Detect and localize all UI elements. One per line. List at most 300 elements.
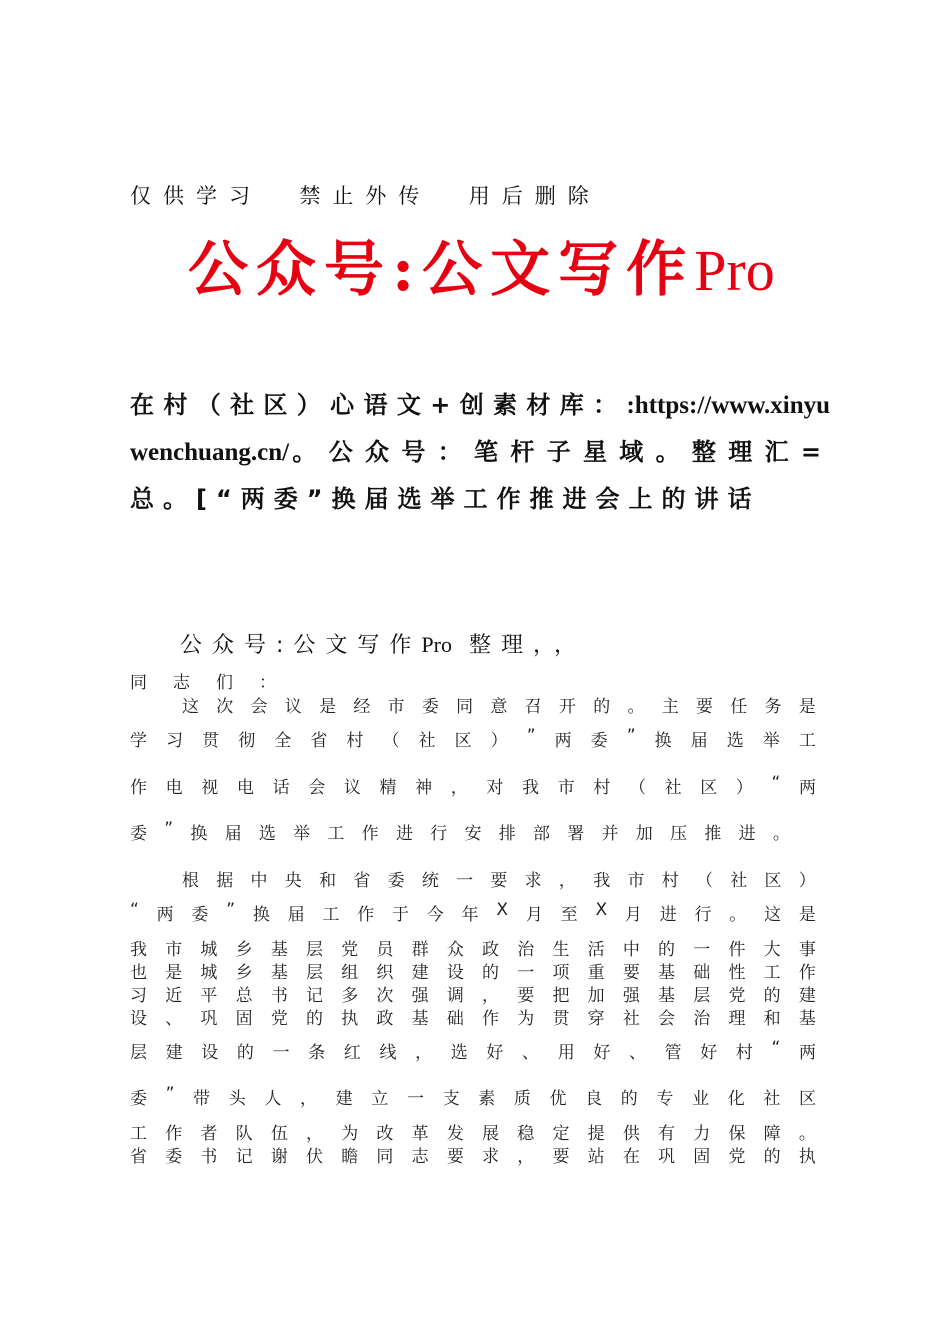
headline-url: :https://www.xinyuwenchuang.cn/	[130, 392, 830, 466]
body-char: 生	[552, 940, 570, 960]
body-line	[130, 1142, 816, 1167]
body-char: 月	[525, 905, 543, 925]
body-char: 众	[446, 940, 464, 960]
body-char: 组	[341, 963, 359, 983]
body-char: 彻	[238, 731, 256, 751]
source-line-latin: Pro	[421, 632, 452, 657]
body-char: 要	[622, 963, 640, 983]
body-char: 选	[258, 824, 276, 844]
body-char: 管	[664, 1043, 682, 1063]
body-char: ，	[482, 986, 500, 1006]
body-char: 求	[524, 871, 542, 891]
body-char: 基	[798, 1009, 816, 1029]
body-char: 近	[165, 986, 183, 1006]
body-char: 用	[557, 1043, 575, 1063]
body-char: 提	[587, 1124, 605, 1144]
body-char: 委	[191, 905, 209, 925]
body-char: 社	[730, 871, 748, 891]
body-char: 委	[165, 1147, 183, 1167]
body-char: 届	[690, 731, 708, 751]
body-line	[130, 1084, 816, 1109]
body-char: 巩	[658, 1147, 676, 1167]
body-char: 质	[513, 1089, 531, 1109]
body-char: 城	[200, 940, 218, 960]
body-char: 志	[173, 673, 190, 693]
body-char: 换	[654, 731, 672, 751]
body-char: 届	[224, 824, 242, 844]
body-char: 月	[624, 905, 642, 925]
body-char: 央	[284, 871, 302, 891]
body-char: 区	[764, 871, 782, 891]
body-char: 开	[558, 697, 576, 717]
body-char: 省	[310, 731, 328, 751]
body-char: 加	[587, 986, 605, 1006]
body-char: 基	[411, 1009, 429, 1029]
body-char: 是	[165, 963, 183, 983]
body-char: 的	[306, 1009, 324, 1029]
body-char: 要	[490, 871, 508, 891]
body-char: ）	[735, 778, 753, 798]
body-char: 我	[593, 871, 611, 891]
body-char: 伍	[270, 1124, 288, 1144]
body-char: ，	[558, 871, 576, 891]
body-char: 精	[379, 778, 397, 798]
document-headline	[130, 382, 830, 522]
body-char: 红	[343, 1043, 361, 1063]
body-char: 瞻	[341, 1147, 359, 1167]
body-char: 要	[695, 697, 713, 717]
headline-part-2: 。公众号：笔杆子星域。整理汇=总。[“两委”换届选举工作推进会上的讲话	[130, 438, 830, 513]
body-char: 乡	[235, 963, 253, 983]
body-char: 次	[376, 986, 394, 1006]
body-char: 市	[627, 871, 645, 891]
body-line	[130, 935, 816, 960]
body-char: 对	[486, 778, 504, 798]
body-char: 员	[376, 940, 394, 960]
body-char: 基	[270, 940, 288, 960]
body-char: 话	[272, 778, 290, 798]
body-char: 加	[635, 824, 653, 844]
body-char: 市	[557, 778, 575, 798]
body-char: 础	[693, 963, 711, 983]
body-char: 同	[130, 673, 147, 693]
body-char: 层	[693, 986, 711, 1006]
body-char: 志	[411, 1147, 429, 1167]
body-char: 展	[482, 1124, 500, 1144]
body-char: 稳	[517, 1124, 535, 1144]
body-char: 我	[522, 778, 540, 798]
source-line-prefix: 公众号:公文写作	[180, 633, 422, 658]
body-char: 两	[156, 905, 174, 925]
body-char: 作	[165, 1124, 183, 1144]
body-char: 学	[130, 731, 147, 751]
body-char: 务	[764, 697, 782, 717]
body-char: 省	[130, 1147, 147, 1167]
body-char: 活	[587, 940, 605, 960]
body-char: 任	[730, 697, 748, 717]
body-char: 议	[343, 778, 361, 798]
body-char: 这	[182, 697, 199, 717]
body-char: 带	[193, 1089, 211, 1109]
body-char: 层	[130, 1043, 147, 1063]
body-char: 贯	[552, 1009, 570, 1029]
body-char: 次	[216, 697, 234, 717]
body-char: 一	[406, 1089, 424, 1109]
body-char: “	[771, 1038, 781, 1058]
body-char: 书	[200, 1147, 218, 1167]
body-char: 伏	[306, 1147, 324, 1167]
body-char: 作	[130, 778, 147, 798]
body-char: 经	[353, 697, 371, 717]
body-char: 设	[130, 1009, 147, 1029]
body-char: 化	[727, 1089, 745, 1109]
body-char: 工	[322, 905, 340, 925]
body-char: 两	[798, 1043, 816, 1063]
body-char: 的	[593, 697, 611, 717]
brand-title-latin: Pro	[694, 238, 775, 303]
body-char: 调	[446, 986, 464, 1006]
body-char: 贯	[202, 731, 220, 751]
body-char: 电	[165, 778, 183, 798]
body-char: 同	[376, 1147, 394, 1167]
body-char: 根	[182, 871, 199, 891]
usage-notice: 仅供学习 禁止外传 用后删除	[130, 184, 601, 208]
body-char: 项	[552, 963, 570, 983]
source-line	[180, 628, 586, 659]
body-char: 是	[319, 697, 337, 717]
body-char: 于	[392, 905, 409, 925]
body-char: 大	[763, 940, 781, 960]
body-char: 选	[726, 731, 744, 751]
body-char: 社	[763, 1089, 781, 1109]
body-char: 委	[590, 731, 608, 751]
body-char: 站	[587, 1147, 605, 1167]
body-char: 区	[454, 731, 472, 751]
body-line	[130, 958, 816, 983]
body-char: 委	[130, 824, 147, 844]
body-char: （	[695, 871, 713, 891]
body-char: 队	[235, 1124, 253, 1144]
body-char: 的	[763, 986, 781, 1006]
body-char: 习	[166, 731, 184, 751]
body-char: 、	[522, 1043, 540, 1063]
body-char: 据	[216, 871, 234, 891]
body-char: 基	[658, 963, 676, 983]
body-char: 乡	[235, 940, 253, 960]
body-char: 理	[728, 1009, 746, 1029]
body-char: 也	[130, 963, 147, 983]
body-char: 好	[700, 1043, 718, 1063]
body-char: 力	[693, 1124, 711, 1144]
body-char: ”	[626, 726, 636, 746]
body-char: 多	[341, 986, 359, 1006]
body-char: 行	[694, 905, 712, 925]
body-char: 会	[250, 697, 268, 717]
body-char: 统	[421, 871, 439, 891]
body-char: 事	[798, 940, 816, 960]
body-char: 业	[692, 1089, 710, 1109]
body-char: ：	[259, 673, 276, 693]
body-char: 。	[798, 1124, 816, 1144]
body-char: 市	[165, 940, 183, 960]
body-char: 为	[517, 1009, 535, 1029]
body-char: 习	[130, 986, 147, 1006]
body-char: 定	[552, 1124, 570, 1144]
body-char: 群	[411, 940, 429, 960]
body-char: 社	[418, 731, 436, 751]
body-char: 村	[346, 731, 364, 751]
body-char: 设	[201, 1043, 219, 1063]
body-char: ”	[526, 726, 536, 746]
body-char: ，	[415, 1043, 433, 1063]
body-char: 安	[464, 824, 482, 844]
body-char: 发	[446, 1124, 464, 1144]
body-char: 意	[490, 697, 508, 717]
body-char: 作	[482, 1009, 500, 1029]
body-char: 穿	[587, 1009, 605, 1029]
body-char: 优	[549, 1089, 567, 1109]
body-char: 障	[763, 1124, 781, 1144]
body-char: 治	[517, 940, 535, 960]
body-line	[130, 981, 816, 1006]
body-char: 我	[130, 940, 147, 960]
body-char: 进	[738, 824, 756, 844]
body-char: 委	[130, 1089, 147, 1109]
body-char: 巩	[200, 1009, 218, 1029]
body-char: 召	[524, 697, 542, 717]
body-char: 议	[284, 697, 302, 717]
body-char: 记	[235, 1147, 253, 1167]
body-char: 要	[552, 1147, 570, 1167]
body-char: 政	[482, 940, 500, 960]
body-char: 举	[762, 731, 780, 751]
body-char: ”	[164, 819, 174, 839]
body-char: 工	[763, 963, 781, 983]
body-char: 工	[327, 824, 345, 844]
body-char: 基	[658, 986, 676, 1006]
body-char: 会	[658, 1009, 676, 1029]
body-char: “	[771, 773, 781, 793]
body-char: 记	[306, 986, 324, 1006]
body-char: 强	[622, 986, 640, 1006]
body-char: 件	[728, 940, 746, 960]
body-char: 的	[236, 1043, 254, 1063]
body-char: 建	[411, 963, 429, 983]
body-line-salutation	[130, 668, 710, 693]
body-char: X	[595, 900, 608, 920]
body-char: 谢	[270, 1147, 288, 1167]
body-char: 求	[482, 1147, 500, 1167]
body-char: 神	[415, 778, 433, 798]
body-char: 这	[764, 905, 782, 925]
body-char: 建	[798, 986, 816, 1006]
body-char: 良	[585, 1089, 603, 1109]
body-line	[130, 900, 816, 925]
body-char: 供	[622, 1124, 640, 1144]
body-char: 好	[486, 1043, 504, 1063]
body-char: 们	[216, 673, 233, 693]
body-char: 党	[341, 940, 359, 960]
body-char: 治	[693, 1009, 711, 1029]
body-char: 线	[379, 1043, 397, 1063]
body-char: 层	[306, 940, 324, 960]
body-char: 今	[426, 905, 444, 925]
body-char: 的	[658, 940, 676, 960]
body-char: 性	[728, 963, 746, 983]
body-char: 排	[498, 824, 516, 844]
body-char: 支	[442, 1089, 460, 1109]
body-char: 和	[319, 871, 337, 891]
body-char: 执	[341, 1009, 359, 1029]
body-char: ”	[165, 1084, 175, 1104]
body-char: 总	[235, 986, 253, 1006]
body-char: 中	[250, 871, 268, 891]
body-char: 主	[661, 697, 679, 717]
body-char: 至	[560, 905, 578, 925]
body-char: 织	[376, 963, 394, 983]
body-char: 省	[353, 871, 371, 891]
body-line	[130, 773, 816, 798]
body-char: 立	[371, 1089, 389, 1109]
body-char: 中	[622, 940, 640, 960]
body-char: 进	[395, 824, 413, 844]
body-char: 届	[287, 905, 305, 925]
body-char: 执	[798, 1147, 816, 1167]
brand-title	[188, 222, 775, 308]
body-char: 一	[272, 1043, 290, 1063]
body-char: 一	[456, 871, 474, 891]
body-char: 换	[190, 824, 208, 844]
body-char: 保	[728, 1124, 746, 1144]
body-char: 的	[620, 1089, 638, 1109]
body-char: 有	[658, 1124, 676, 1144]
body-line	[182, 692, 816, 717]
source-line-suffix: 整理，，	[451, 633, 586, 658]
body-char: 并	[601, 824, 619, 844]
body-char: ”	[226, 900, 236, 920]
body-char: “	[130, 900, 139, 920]
body-char: 村	[593, 778, 611, 798]
body-char: 选	[450, 1043, 468, 1063]
body-char: 一	[693, 940, 711, 960]
body-char: 两	[798, 778, 816, 798]
body-char: 党	[728, 1147, 746, 1167]
body-line	[130, 1119, 816, 1144]
body-char: 村	[661, 871, 679, 891]
body-char: 专	[656, 1089, 674, 1109]
body-char: 推	[704, 824, 722, 844]
body-char: 要	[446, 1147, 464, 1167]
body-char: 改	[376, 1124, 394, 1144]
body-char: 为	[341, 1124, 359, 1144]
body-char: 是	[798, 697, 816, 717]
body-char: ，	[300, 1089, 318, 1109]
body-char: 政	[376, 1009, 394, 1029]
brand-title-cn: 公众号:公文写作	[188, 235, 695, 305]
body-char: 举	[293, 824, 311, 844]
body-line	[130, 819, 790, 844]
body-char: 社	[664, 778, 682, 798]
body-char: 建	[335, 1089, 353, 1109]
body-char: 层	[306, 963, 324, 983]
body-char: 、	[165, 1009, 183, 1029]
body-char: 。	[772, 824, 790, 844]
body-char: 村	[735, 1043, 753, 1063]
body-char: （	[628, 778, 646, 798]
body-char: 设	[446, 963, 464, 983]
body-char: （	[382, 731, 400, 751]
body-char: ，	[450, 778, 468, 798]
body-char: 固	[693, 1147, 711, 1167]
body-char: 年	[461, 905, 479, 925]
body-char: 压	[670, 824, 688, 844]
body-char: 两	[554, 731, 572, 751]
body-char: 署	[567, 824, 585, 844]
body-char: ，	[306, 1124, 324, 1144]
body-char: 人	[264, 1089, 282, 1109]
body-line	[130, 1004, 816, 1029]
body-char: 条	[308, 1043, 326, 1063]
body-char: 工	[798, 731, 816, 751]
body-char: 头	[228, 1089, 246, 1109]
body-char: 的	[763, 1147, 781, 1167]
body-char: 好	[593, 1043, 611, 1063]
body-char: 同	[456, 697, 474, 717]
body-char: 党	[728, 986, 746, 1006]
body-char: 。	[729, 905, 747, 925]
body-char: 的	[482, 963, 500, 983]
body-char: 革	[411, 1124, 429, 1144]
body-char: 会	[308, 778, 326, 798]
body-char: 把	[552, 986, 570, 1006]
headline-part-1: 在村（社区）心语文+创素材库：	[130, 391, 627, 419]
body-char: 委	[421, 697, 439, 717]
body-char: ，	[517, 1147, 535, 1167]
body-char: 委	[387, 871, 405, 891]
body-char: 、	[628, 1043, 646, 1063]
body-line	[130, 1038, 816, 1063]
body-char: 强	[411, 986, 429, 1006]
body-char: 和	[763, 1009, 781, 1029]
body-char: 是	[798, 905, 816, 925]
body-char: 视	[201, 778, 219, 798]
body-char: 一	[517, 963, 535, 983]
body-char: 素	[478, 1089, 496, 1109]
body-char: 区	[700, 778, 718, 798]
body-char: ）	[798, 871, 816, 891]
body-char: 建	[165, 1043, 183, 1063]
body-char: 进	[659, 905, 677, 925]
body-char: 行	[430, 824, 448, 844]
body-char: ）	[490, 731, 508, 751]
body-char: 要	[517, 986, 535, 1006]
body-char: 作	[798, 963, 816, 983]
body-char: 换	[252, 905, 270, 925]
body-char: 城	[200, 963, 218, 983]
body-char: 书	[270, 986, 288, 1006]
body-char: 在	[622, 1147, 640, 1167]
body-char: 基	[270, 963, 288, 983]
body-char: 部	[533, 824, 550, 844]
body-char: 党	[270, 1009, 288, 1029]
body-char: 工	[130, 1124, 147, 1144]
body-char: 市	[387, 697, 405, 717]
body-line	[182, 866, 816, 891]
body-char: 平	[200, 986, 218, 1006]
body-char: 社	[622, 1009, 640, 1029]
body-char: 。	[627, 697, 645, 717]
body-char: 全	[274, 731, 292, 751]
